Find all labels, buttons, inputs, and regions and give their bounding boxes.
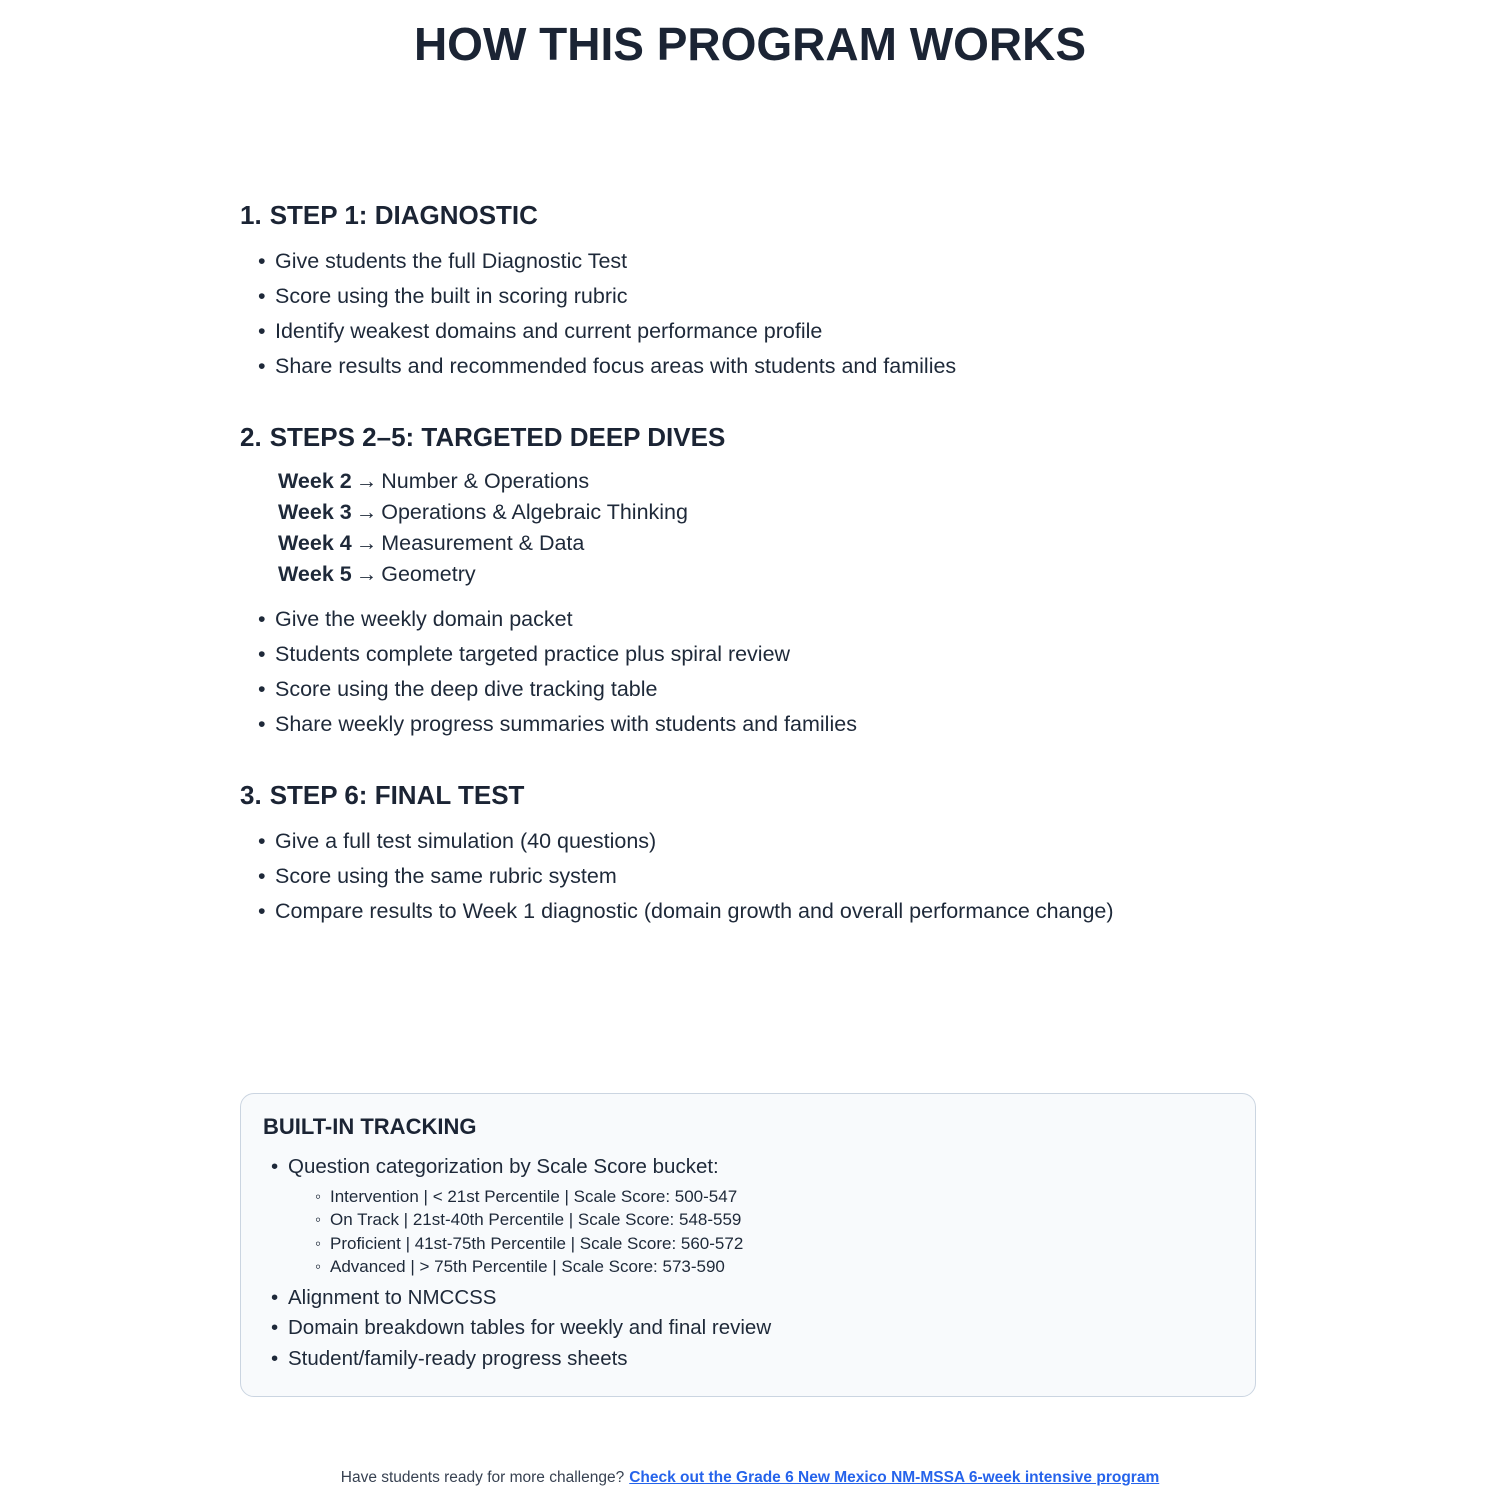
bullet-item: • Alignment to NMCCSS — [271, 1283, 1231, 1314]
week-domain: Number & Operations — [381, 469, 590, 494]
section-heading — [240, 780, 1260, 810]
section-title: STEPS 2–5: TARGETED DEEP DIVES — [269, 422, 726, 453]
footer-link[interactable]: Check out the Grade 6 New Mexico NM-MSSA 6-week intensive program — [629, 1469, 1160, 1487]
week-label: Week 3 — [278, 500, 352, 525]
week-label: Week 5 — [278, 562, 352, 587]
section-step-6-final-test — [240, 780, 1260, 929]
section-number: 1. — [240, 200, 262, 231]
arrow-right-icon: → — [355, 469, 378, 494]
week-domain: Operations & Algebraic Thinking — [381, 500, 688, 525]
week-line — [278, 559, 1260, 590]
sub-bullet-item: ◦ Advanced | > 75th Percentile | Scale Score: 573-590 — [315, 1255, 1231, 1279]
page-title: HOW THIS PROGRAM WORKS — [413, 18, 1087, 70]
bullet-item: • Score using the same rubric system — [258, 859, 1260, 894]
week-schedule — [278, 466, 1260, 590]
week-line — [278, 528, 1260, 559]
section-heading — [240, 200, 1260, 230]
bullet-item: • Score using the built in scoring rubric — [258, 279, 1260, 314]
bullet-item: • Score using the deep dive tracking table — [258, 672, 1260, 707]
bullet-text: Question categorization by Scale Score bucket: — [288, 1155, 719, 1179]
arrow-right-icon: → — [355, 562, 378, 587]
section-number: 3. — [240, 780, 262, 811]
built-in-tracking-box — [240, 1093, 1256, 1397]
arrow-right-icon: → — [355, 500, 378, 525]
main-content — [240, 200, 1260, 1487]
bullet-list — [240, 602, 1260, 742]
section-step-1-diagnostic — [240, 200, 1260, 384]
week-line — [278, 497, 1260, 528]
tracking-bullet-list — [263, 1152, 1231, 1374]
bullet-item: • Give the weekly domain packet — [258, 602, 1260, 637]
section-title: STEP 6: FINAL TEST — [269, 780, 525, 811]
section-steps-2-5-deep-dives — [240, 422, 1260, 742]
bullet-list — [240, 244, 1260, 384]
steps-list — [240, 200, 1260, 929]
week-label: Week 4 — [278, 531, 352, 556]
bullet-item: • Share results and recommended focus areas with students and families — [258, 349, 1260, 384]
bullet-item: • Share weekly progress summaries with students and families — [258, 707, 1260, 742]
bullet-list — [240, 824, 1260, 929]
sub-bullet-item: ◦ Proficient | 41st-75th Percentile | Scale Score: 560-572 — [315, 1232, 1231, 1256]
footer-prompt: Have students ready for more challenge? — [340, 1469, 625, 1487]
sub-bullet-item: ◦ On Track | 21st-40th Percentile | Scale Score: 548-559 — [315, 1208, 1231, 1232]
bullet-item — [271, 1152, 1231, 1279]
section-number: 2. — [240, 422, 262, 453]
bullet-item: • Student/family-ready progress sheets — [271, 1344, 1231, 1375]
week-domain: Geometry — [381, 562, 476, 587]
week-domain: Measurement & Data — [381, 531, 585, 556]
section-title: STEP 1: DIAGNOSTIC — [269, 200, 538, 231]
bullet-item: • Give a full test simulation (40 questions) — [258, 824, 1260, 859]
bullet-item: • Identify weakest domains and current performance profile — [258, 314, 1260, 349]
arrow-right-icon: → — [355, 531, 378, 556]
bullet-item: • Give students the full Diagnostic Test — [258, 244, 1260, 279]
footer — [240, 1469, 1260, 1487]
bullet-item: • Students complete targeted practice plus spiral review — [258, 637, 1260, 672]
bullet-item: • Compare results to Week 1 diagnostic (domain growth and overall performance change) — [258, 894, 1260, 929]
week-line — [278, 466, 1260, 497]
tracking-box-title: BUILT-IN TRACKING — [263, 1114, 477, 1140]
week-label: Week 2 — [278, 469, 352, 494]
sub-bullet-item: ◦ Intervention | < 21st Percentile | Scale Score: 500-547 — [315, 1185, 1231, 1209]
section-heading — [240, 422, 1260, 452]
bullet-item: • Domain breakdown tables for weekly and final review — [271, 1313, 1231, 1344]
scale-score-buckets — [288, 1185, 1231, 1279]
